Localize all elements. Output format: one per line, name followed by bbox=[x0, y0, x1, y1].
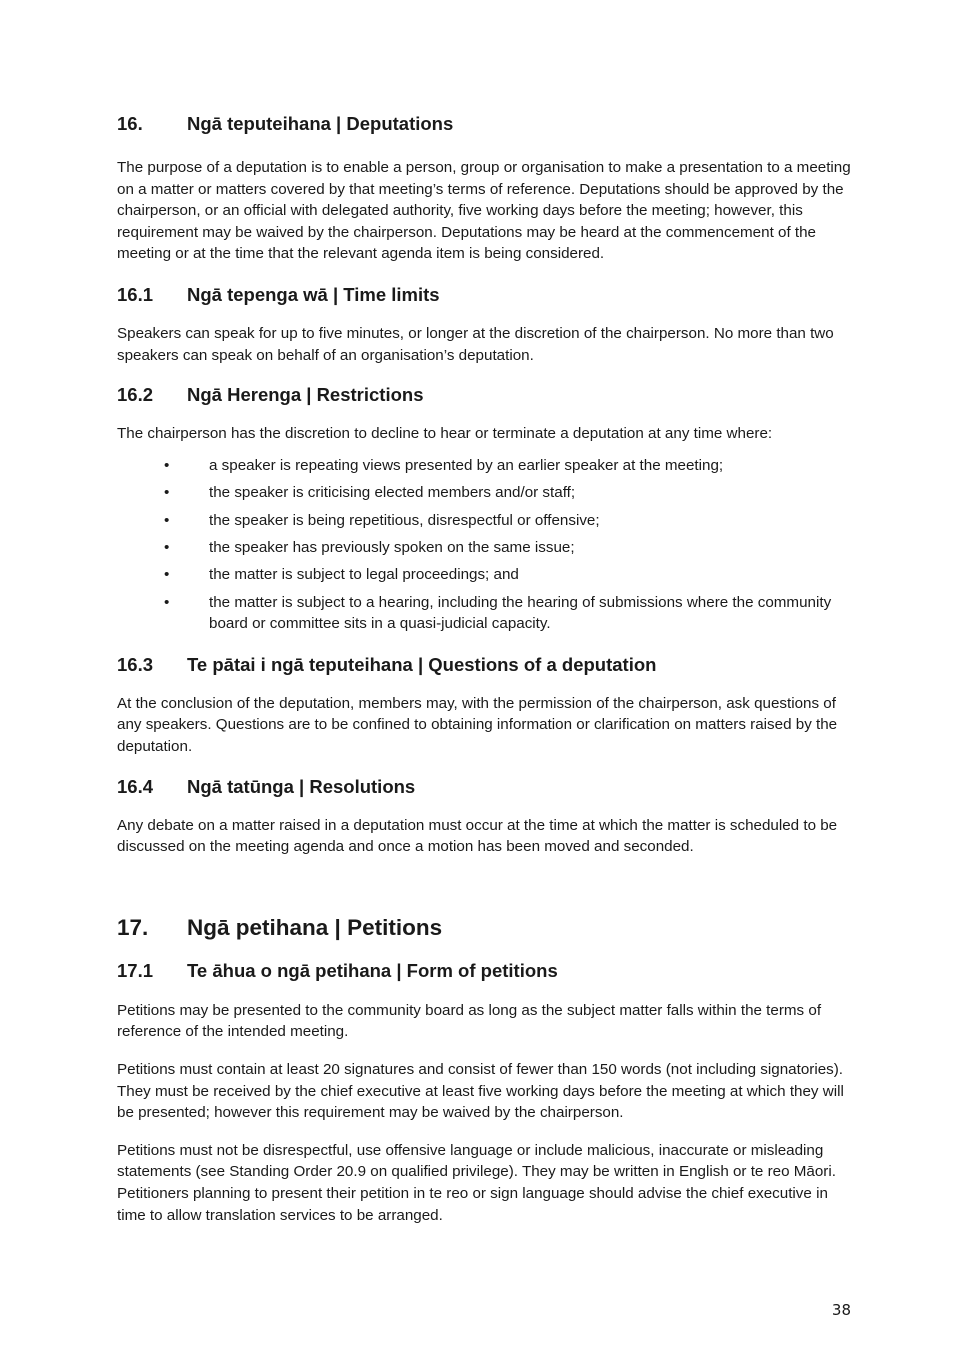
section-16-2-heading bbox=[117, 383, 857, 407]
section-17-1-paragraph: Petitions must not be disrespectful, use offensive language or include malicious, inaccurate or misleading statements (see Standing Order 20.9 on qualified privilege). They may be written in English or te reo Māori. Petitioners planning to present their petition in te reo or sign language should advise the chief executive in time to allow translation services to be arranged. bbox=[117, 1141, 836, 1224]
section-16-heading bbox=[117, 112, 857, 136]
section-17-heading bbox=[117, 913, 857, 943]
section-title: Ngā petihana | Petitions bbox=[187, 914, 443, 940]
list-item-text: a speaker is repeating views presented by an earlier speaker at the meeting; bbox=[209, 456, 724, 474]
section-number: 17.1 bbox=[117, 959, 154, 981]
section-number: 16.4 bbox=[117, 775, 154, 797]
bullet-icon: • bbox=[164, 593, 170, 611]
list-item-text: the speaker is being repetitious, disrespectful or offensive; bbox=[209, 511, 600, 529]
section-16-3-body: At the conclusion of the deputation, members may, with the permission of the chairperson, ask questions of any speakers. Questions are to be confined to obtaining information or clarification on matters raised by the deputation. bbox=[117, 694, 838, 756]
section-17-1-heading bbox=[117, 959, 857, 983]
list-item-text: the speaker has previously spoken on the same issue; bbox=[209, 538, 575, 556]
bullet-icon: • bbox=[164, 484, 170, 502]
section-title: Ngā teputeihana | Deputations bbox=[187, 113, 454, 134]
page-number: 38 bbox=[831, 1301, 851, 1319]
list-item bbox=[117, 455, 857, 477]
bullet-icon: • bbox=[164, 511, 170, 529]
section-number: 17. bbox=[117, 914, 149, 940]
list-item bbox=[117, 592, 857, 635]
section-number: 16.2 bbox=[117, 384, 154, 406]
section-number: 16.3 bbox=[117, 653, 154, 675]
section-16-4-heading bbox=[117, 775, 857, 799]
restrictions-list bbox=[117, 455, 857, 635]
bullet-icon: • bbox=[164, 538, 170, 556]
section-16-1-body: Speakers can speak for up to five minutes, or longer at the discretion of the chairperson. No more than two speakers can speak on behalf of an organisation’s deputation. bbox=[117, 324, 834, 364]
bullet-icon: • bbox=[164, 456, 170, 474]
section-16-1-heading bbox=[117, 283, 857, 307]
list-item-text: the speaker is criticising elected members and/or staff; bbox=[209, 484, 576, 502]
section-title: Te āhua o ngā petihana | Form of petitions bbox=[187, 959, 558, 981]
list-item bbox=[117, 482, 857, 504]
list-item bbox=[117, 510, 857, 532]
section-title: Ngā Herenga | Restrictions bbox=[187, 384, 424, 406]
section-title: Ngā tatūnga | Resolutions bbox=[187, 775, 416, 797]
document-page bbox=[117, 112, 857, 1226]
section-16-2-intro: The chairperson has the discretion to decline to hear or terminate a deputation at any time where: bbox=[117, 425, 773, 443]
bullet-icon: • bbox=[164, 566, 170, 584]
section-title: Te pātai i ngā teputeihana | Questions of a deputation bbox=[187, 653, 657, 675]
list-item bbox=[117, 537, 857, 559]
section-title: Ngā tepenga wā | Time limits bbox=[187, 283, 440, 305]
list-item-text: the matter is subject to legal proceedings; and bbox=[209, 566, 519, 584]
section-17-1-paragraph: Petitions must contain at least 20 signatures and consist of fewer than 150 words (not including signatories). They must be received by the chief executive at least five working days before the meeting at which they will be presented; however this requirement may be waived by the chairperson. bbox=[117, 1061, 844, 1122]
section-17-1-paragraph: Petitions may be presented to the community board as long as the subject matter falls within the terms of reference of the intended meeting. bbox=[117, 1001, 822, 1041]
section-16-4-body: Any debate on a matter raised in a deputation must occur at the time at which the matter is scheduled to be discussed on the meeting agenda and once a motion has been moved and seconded. bbox=[117, 816, 838, 856]
list-item-text: the matter is subject to a hearing, including the hearing of submissions where the community board or committee sits in a quasi-judicial capacity. bbox=[209, 593, 832, 633]
section-16-3-heading bbox=[117, 653, 857, 677]
list-item bbox=[117, 564, 857, 586]
section-16-body: The purpose of a deputation is to enable a person, group or organisation to make a presentation to a meeting on a matter or matters covered by that meeting’s terms of reference. Deputations should be approved by the chairperson, or an official with delegated authority, five working days before the meeting; however, this requirement may be waived by the chairperson. Deputations may be heard at the commencement of the meeting or at the time that the relevant agenda item is being considered. bbox=[117, 159, 851, 263]
section-number: 16. bbox=[117, 113, 143, 134]
section-number: 16.1 bbox=[117, 283, 154, 305]
